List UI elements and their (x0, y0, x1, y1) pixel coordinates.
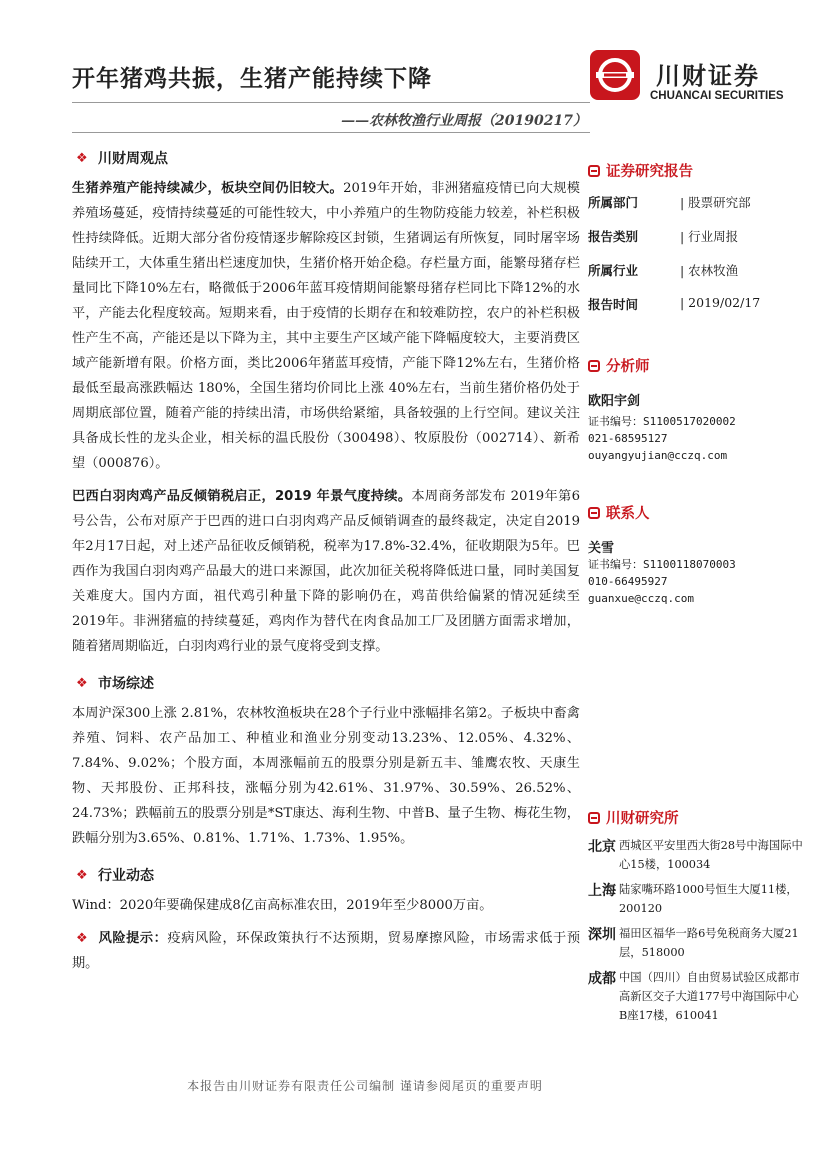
risk-body: 疫病风险，环保政策执行不达预期，贸易摩擦风险，市场需求低于预期。 (72, 931, 581, 971)
report-subtitle: ——农林牧渔行业周报（20190217） (341, 113, 587, 129)
section-heading-market: ❖ 市场综述 (76, 675, 154, 692)
sidebar-heading-report: 证券研究报告 (588, 160, 803, 181)
info-row-department: 所属部门 | 股票研究部 (588, 195, 751, 210)
info-row-industry: 所属行业 | 农林牧渔 (588, 263, 739, 278)
view-paragraph-2-lead: 巴西白羽肉鸡产品反倾销税启正，2019 年景气度持续。 (72, 489, 412, 504)
contact-name: 关雪 (588, 541, 615, 556)
report-title: 开年猪鸡共振，生猪产能持续下降 (72, 65, 432, 92)
info-row-date: 报告时间 | 2019/02/17 (588, 295, 761, 312)
section-marker-icon (588, 165, 600, 177)
diamond-bullet-icon: ❖ (76, 931, 88, 946)
view-paragraph-2-body: 本周商务部发布 2019年第6号公告，公布对原产于巴西的进口白羽肉鸡产品反倾销调查的最终裁定，决定自2019年2月17日起，对上述产品征收反倾销税，税率为17.8%-32.4%，征收期限为5年。巴西作为我国白羽肉鸡产品最大的进口来源国，此次加征关税将降低进口量，同时美国复关难度大。国内方面，祖代鸡引种量下降的影响仍在，鸡苗供给偏紧的情况延续至2019年。非洲猪瘟的持续蔓延，鸡肉作为替代在肉食品加工厂及团膳方面需求增加，随着猪周期临近，白羽肉鸡行业的景气度将受到支撑。 (72, 489, 580, 654)
industry-paragraph: Wind：2020年要确保建成8亿亩高标准农田，2019年至少8000万亩。 (72, 898, 493, 913)
info-row-category: 报告类别 | 行业周报 (588, 229, 739, 244)
sidebar-heading-contact: 联系人 (588, 502, 803, 523)
office-shanghai: 上海 陆家嘴环路1000号恒生大厦11楼，200120 (588, 883, 798, 915)
report-info-table (588, 193, 803, 329)
diamond-bullet-icon: ❖ (76, 675, 88, 691)
office-beijing: 北京 西城区平安里西大街28号中海国际中心15楼，100034 (588, 839, 803, 871)
contact-cert: 证书编号：S1100118070003 (588, 558, 736, 571)
risk-paragraph (72, 926, 580, 976)
title-divider (72, 102, 590, 103)
sidebar-heading-institute: 川财研究所 (588, 807, 803, 828)
analyst-cert: 证书编号：S1100517020002 (588, 415, 736, 428)
office-list (588, 836, 803, 1025)
diamond-bullet-icon: ❖ (76, 867, 88, 883)
office-chengdu: 成都 中国（四川）自由贸易试验区成都市高新区交子大道177号中海国际中心B座17楼，610041 (588, 971, 800, 1022)
section-marker-icon (588, 507, 600, 519)
analyst-name: 欧阳宇剑 (588, 394, 641, 409)
sidebar-heading-analyst: 分析师 (588, 355, 803, 376)
sidebar (588, 160, 803, 1031)
subtitle-divider (72, 132, 590, 133)
company-logo (590, 48, 790, 108)
diamond-bullet-icon: ❖ (76, 150, 88, 166)
section-marker-icon (588, 812, 600, 824)
section-heading-view: ❖ 川财周观点 (76, 150, 168, 167)
main-content (72, 148, 580, 976)
analyst-phone: 021-68595127 (588, 432, 668, 445)
logo-mark-icon (590, 50, 640, 100)
view-paragraph-1-body: 2019年开始，非洲猪瘟疫情已向大规模养殖场蔓延，疫情持续蔓延的可能性较大，中小养殖户的生物防疫能力较差，补栏积极性持续降低。近期大部分省份疫情逐步解除疫区封锁，生猪调运有所恢复，同时屠宰场陆续开工，大体重生猪出栏速度加快，生猪价格开始企稳。存栏量方面，能繁母猪存栏量同比下降10%左右，略微低于2006年蓝耳疫情期间能繁母猪存栏同比下降12%的水平，产能去化程度较高。短期来看，由于疫情的长期存在和较难防控，农户的补栏积极性产生不高，产能还是以下降为主，其中主要生产区域产能下降幅度较大，主要消费区域产能新增有限。价格方面，类比2006年猪蓝耳疫情，产能下降12%左右，生猪价格最低至最高涨跌幅达 180%，全国生猪均价同比上涨 40%左右，当前生猪价格仍处于周期底部位置，随着产能的持续出清，市场供给紧缩，具备较强的上行空间。建议关注具备成长性的龙头企业，相关标的温氏股份（300498）、牧原股份（002714）、新希望（000876）。 (72, 181, 580, 471)
view-paragraph-1 (72, 176, 580, 476)
section-heading-industry: ❖ 行业动态 (76, 867, 154, 884)
contact-email[interactable]: guanxue@cczq.com (588, 592, 694, 605)
market-paragraph: 本周沪深300上涨 2.81%，农林牧渔板块在28个子行业中涨幅排名第2。子板块中畜禽养殖、饲料、农产品加工、种植业和渔业分别变动13.23%、12.05%、4.32%、7.84%、9.02%；个股方面，本周涨幅前五的股票分别是新五丰、雏鹰农牧、天康生物、天邦股份、正邦科技，涨幅分别为42.61%、31.97%、30.59%、26.52%、24.73%；跌幅前五的股票分别是*ST康达、海利生物、中普B、量子生物、梅花生物，跌幅分别为3.65%、0.81%、1.71%、1.73%、1.95%。 (72, 706, 580, 846)
contact-phone: 010-66495927 (588, 575, 668, 588)
logo-name-en: CHUANCAI SECURITIES (650, 90, 784, 102)
risk-lead: 风险提示： (98, 931, 168, 946)
logo-name-cn: 川财证券 (656, 62, 760, 90)
office-shenzhen: 深圳 福田区福华一路6号免税商务大厦21层，518000 (588, 927, 799, 959)
page-footer: 本报告由川财证券有限责任公司编制 谨请参阅尾页的重要声明 (187, 1079, 543, 1093)
section-marker-icon (588, 360, 600, 372)
view-paragraph-1-lead: 生猪养殖产能持续减少，板块空间仍旧较大。 (72, 181, 344, 196)
view-paragraph-2 (72, 484, 580, 659)
analyst-email[interactable]: ouyangyujian@cczq.com (588, 449, 728, 462)
